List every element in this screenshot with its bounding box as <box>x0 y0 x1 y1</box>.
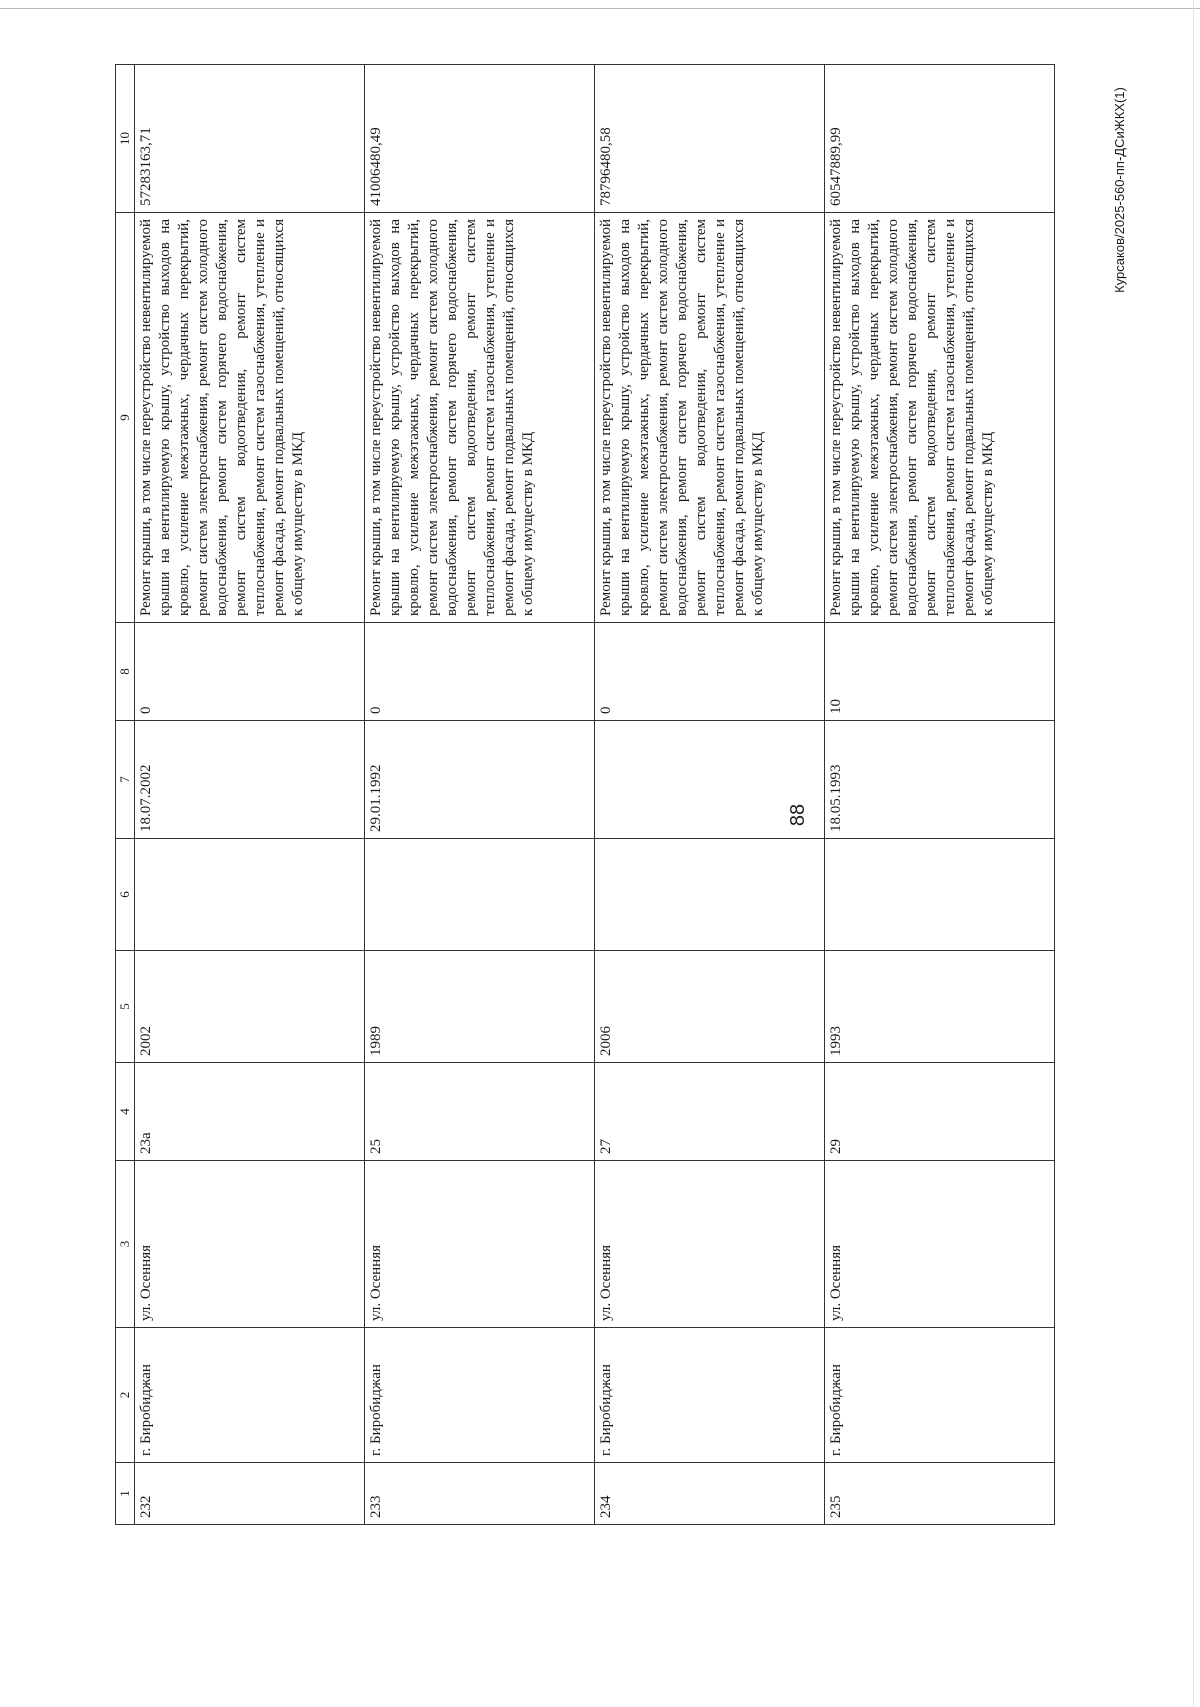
cost-cell: 57283163,71 <box>135 65 365 213</box>
house-cell: 29 <box>825 1063 1055 1161</box>
table-row <box>595 65 825 1525</box>
column-header: 2 <box>116 1328 135 1463</box>
street-cell: ул. Осенняя <box>825 1161 1055 1328</box>
year-cell: 2002 <box>135 951 365 1063</box>
column-header: 7 <box>116 721 135 839</box>
column-6-cell <box>825 839 1055 951</box>
date-cell: 18.05.1993 <box>825 721 1055 839</box>
column-6-cell <box>595 839 825 951</box>
column-header: 5 <box>116 951 135 1063</box>
scan-right-edge <box>1193 0 1194 1707</box>
date-cell: 18.07.2002 <box>135 721 365 839</box>
column-8-cell: 10 <box>825 623 1055 721</box>
house-cell: 25 <box>365 1063 595 1161</box>
row-number: 232 <box>135 1463 365 1525</box>
page-number: 88 <box>787 803 809 827</box>
column-6-cell <box>135 839 365 951</box>
column-8-cell: 0 <box>365 623 595 721</box>
column-8-cell: 0 <box>135 623 365 721</box>
street-cell: ул. Осенняя <box>365 1161 595 1328</box>
cost-cell: 41006480,49 <box>365 65 595 213</box>
cost-cell: 60547889,99 <box>825 65 1055 213</box>
works-cell: Ремонт крыши, в том числе переустройство невентилируемой крыши на вентилируемую крышу, устройство выходов на кровлю, усиление межэтажных, чердачных перекрытий, ремонт систем электроснабжения, ремонт систем холодного водоснабжения, ремонт систем горячего водоснабжения, ремонт систем водоотведения, ремонт систем теплоснабжения, ремонт систем газоснабжения, утепление и ремонт фасада, ремонт подвальных помещений, относящихся к общему имуществу в МКД <box>365 213 595 623</box>
street-cell: ул. Осенняя <box>135 1161 365 1328</box>
house-cell: 27 <box>595 1063 825 1161</box>
registry-table <box>115 64 1055 1525</box>
city-cell: г. Биробиджан <box>825 1328 1055 1463</box>
column-6-cell <box>365 839 595 951</box>
works-cell: Ремонт крыши, в том числе переустройство невентилируемой крыши на вентилируемую крышу, устройство выходов на кровлю, усиление межэтажных, чердачных перекрытий, ремонт систем электроснабжения, ремонт систем холодного водоснабжения, ремонт систем горячего водоснабжения, ремонт систем водоотведения, ремонт систем теплоснабжения, ремонт систем газоснабжения, утепление и ремонт фасада, ремонт подвальных помещений, относящихся к общему имуществу в МКД <box>595 213 825 623</box>
year-cell: 1989 <box>365 951 595 1063</box>
column-8-cell: 0 <box>595 623 825 721</box>
works-cell: Ремонт крыши, в том числе переустройство невентилируемой крыши на вентилируемую крышу, устройство выходов на кровлю, усиление межэтажных, чердачных перекрытий, ремонт систем электроснабжения, ремонт систем холодного водоснабжения, ремонт систем горячего водоснабжения, ремонт систем водоотведения, ремонт систем теплоснабжения, ремонт систем газоснабжения, утепление и ремонт фасада, ремонт подвальных помещений, относящихся к общему имуществу в МКД <box>135 213 365 623</box>
city-cell: г. Биробиджан <box>365 1328 595 1463</box>
table-row <box>825 65 1055 1525</box>
house-cell: 23а <box>135 1063 365 1161</box>
column-header: 3 <box>116 1161 135 1328</box>
column-header: 4 <box>116 1063 135 1161</box>
scan-top-line <box>0 8 1200 9</box>
column-header: 8 <box>116 623 135 721</box>
column-header: 10 <box>116 65 135 213</box>
column-number-row <box>116 65 135 1525</box>
cost-cell: 78796480,58 <box>595 65 825 213</box>
works-cell: Ремонт крыши, в том числе переустройство невентилируемой крыши на вентилируемую крышу, устройство выходов на кровлю, усиление межэтажных, чердачных перекрытий, ремонт систем электроснабжения, ремонт систем холодного водоснабжения, ремонт систем горячего водоснабжения, ремонт систем водоотведения, ремонт систем теплоснабжения, ремонт систем газоснабжения, утепление и ремонт фасада, ремонт подвальных помещений, относящихся к общему имуществу в МКД <box>825 213 1055 623</box>
column-header: 6 <box>116 839 135 951</box>
column-header: 9 <box>116 213 135 623</box>
column-header: 1 <box>116 1463 135 1525</box>
table-row <box>365 65 595 1525</box>
table-row <box>135 65 365 1525</box>
date-cell: 29.01.1992 <box>365 721 595 839</box>
document-reference: Курсаков/2025-560-пп-ДСиЖКХ(1) <box>1112 87 1127 293</box>
row-number: 233 <box>365 1463 595 1525</box>
year-cell: 2006 <box>595 951 825 1063</box>
city-cell: г. Биробиджан <box>135 1328 365 1463</box>
year-cell: 1993 <box>825 951 1055 1063</box>
row-number: 235 <box>825 1463 1055 1525</box>
city-cell: г. Биробиджан <box>595 1328 825 1463</box>
row-number: 234 <box>595 1463 825 1525</box>
street-cell: ул. Осенняя <box>595 1161 825 1328</box>
date-cell <box>595 721 825 839</box>
rotated-table-wrapper <box>115 65 1065 1525</box>
